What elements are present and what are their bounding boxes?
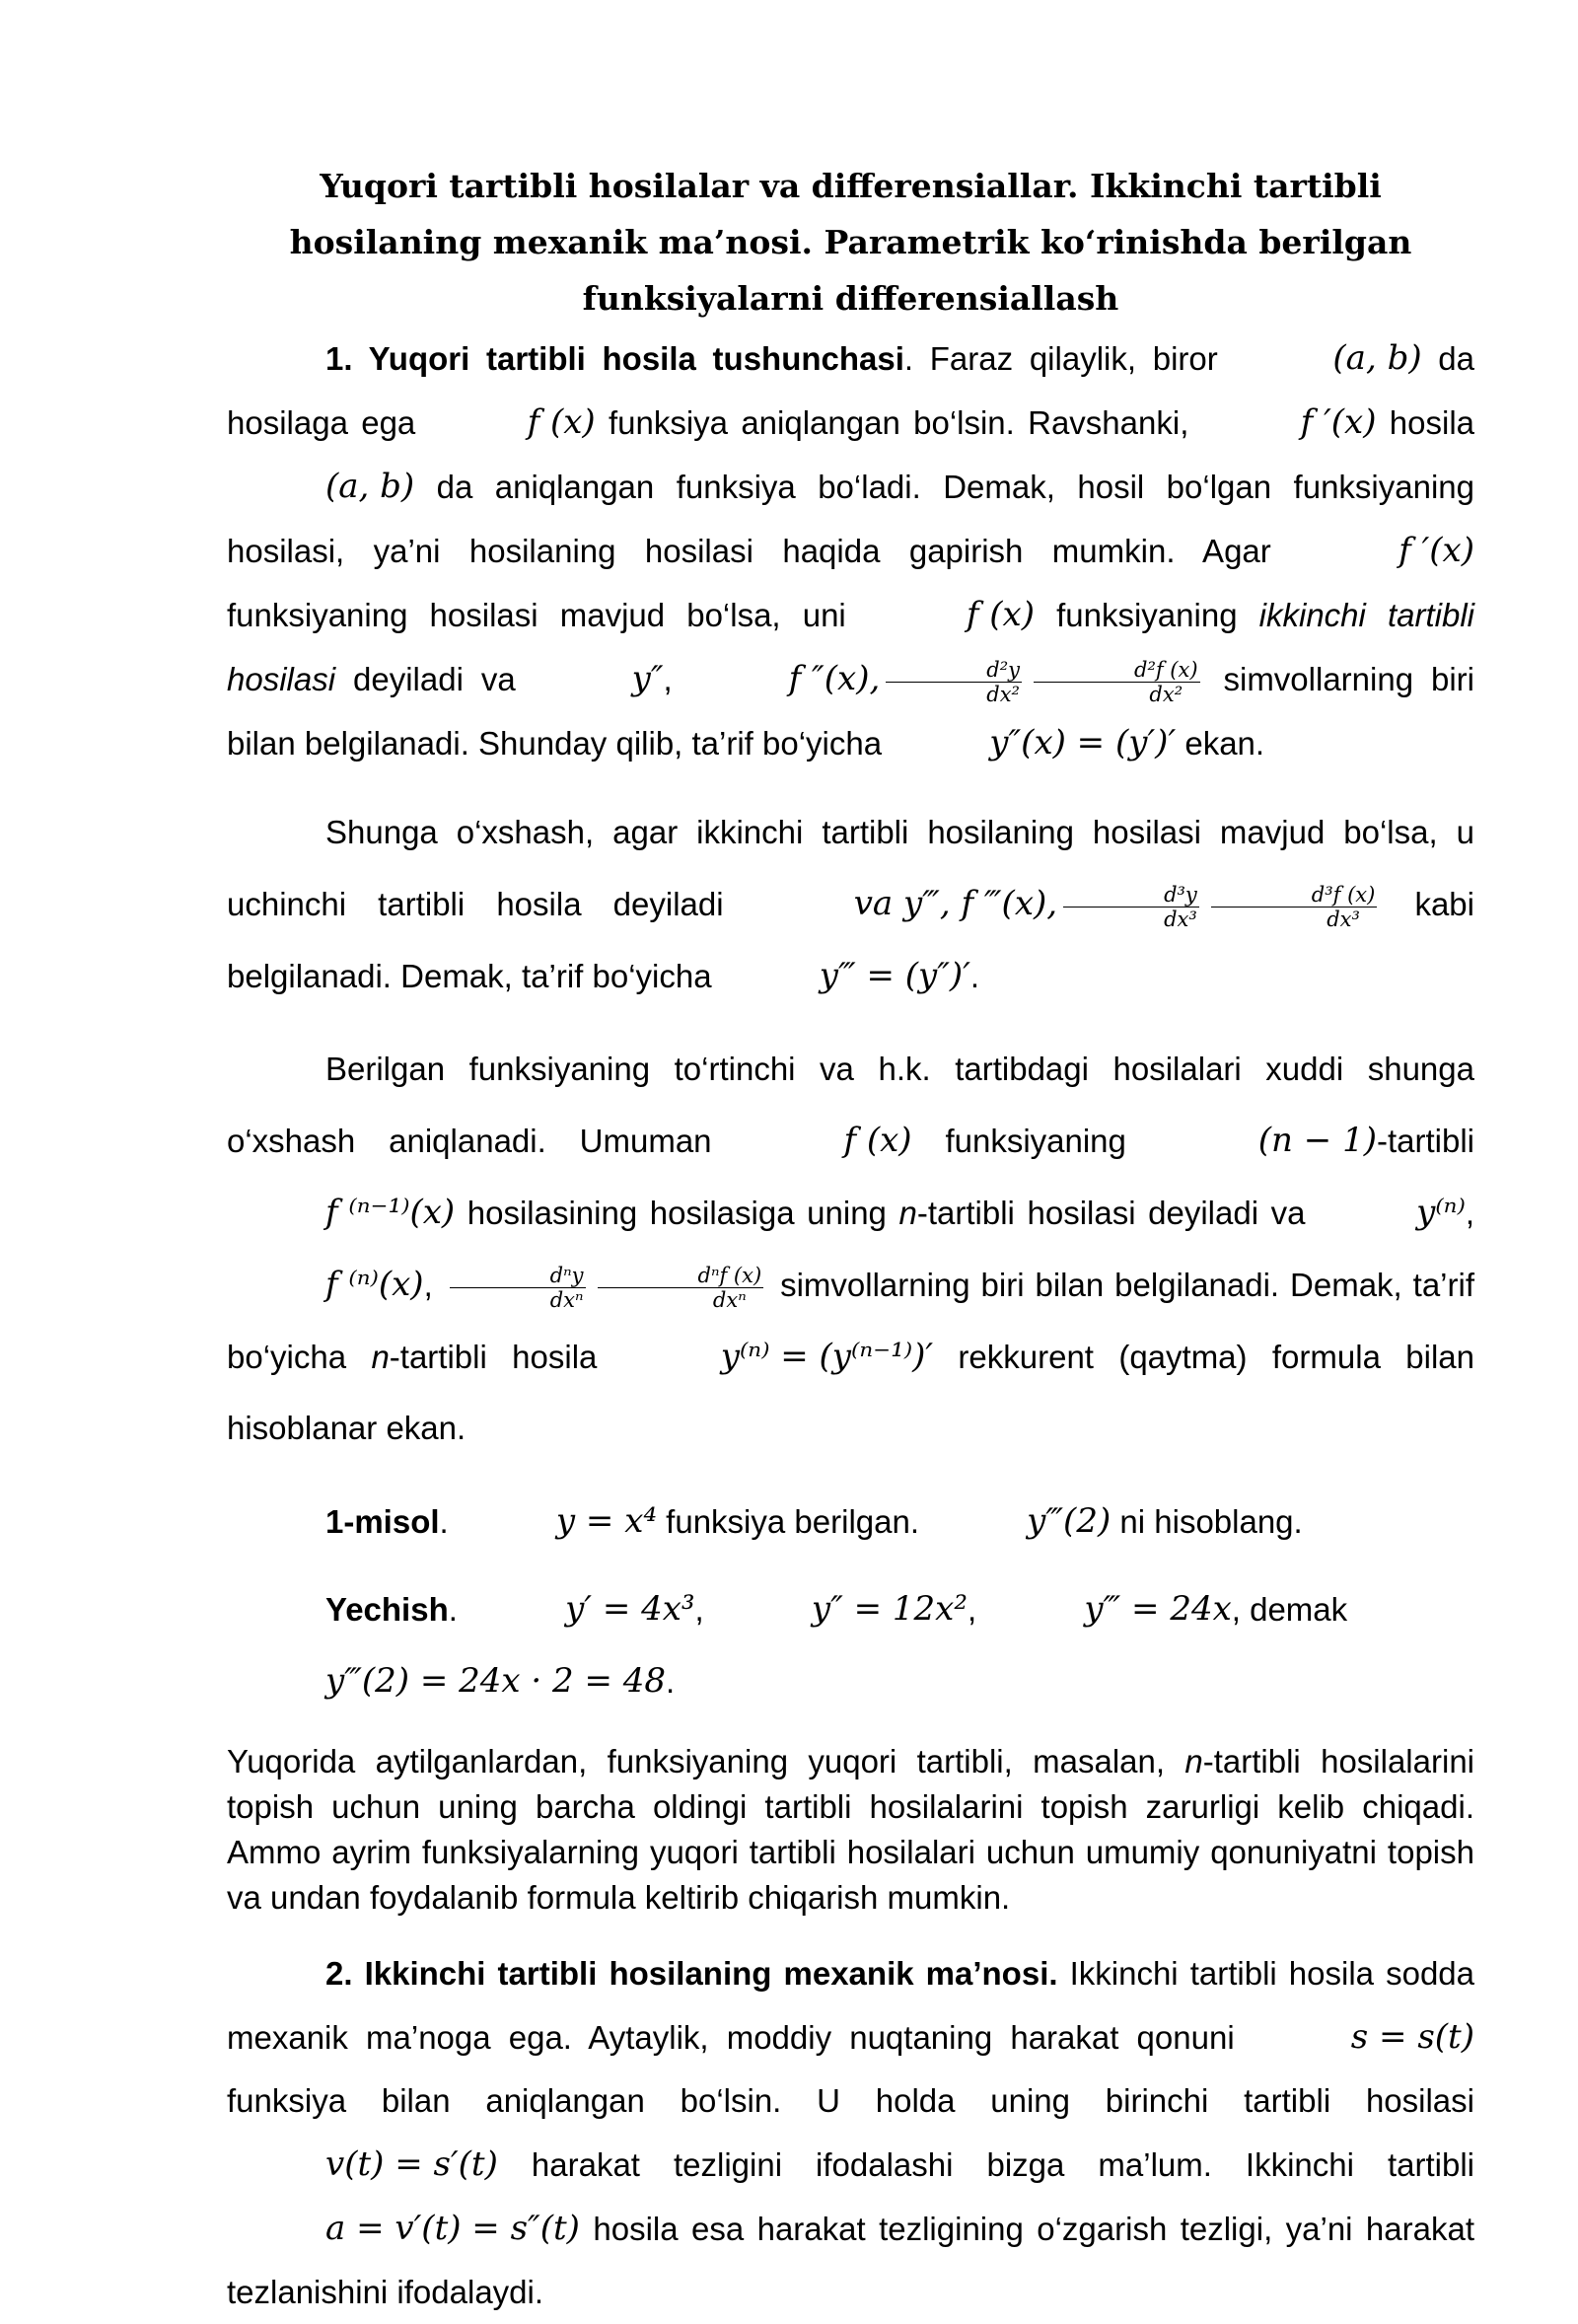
- text: -tartibli: [1376, 1123, 1474, 1159]
- general-remark-paragraph: [227, 1739, 1474, 1921]
- denominator: dxⁿ: [549, 1287, 584, 1312]
- math-n-minus-1: (n − 1): [1257, 1121, 1377, 1160]
- italic-n: n: [1184, 1743, 1203, 1779]
- text: ekan.: [1176, 725, 1265, 762]
- document-page: [227, 158, 1474, 2324]
- section-1-heading: 1. Yuqori tartibli hosila tushunchasi: [325, 340, 904, 377]
- term-second-derivative: ikkinchi tartibli hosilasi: [227, 597, 1474, 697]
- fraction-dnf-dxn: [598, 1264, 764, 1312]
- italic-n: n: [898, 1195, 917, 1231]
- text: . Faraz qilaylik, biror: [903, 340, 1235, 377]
- text: da aniqlangan funksiya bo‘ladi. Demak, hosil bo‘lgan funksiyaning hosilasi, ya’ni hosilaning hosilasi haqida gapirish mumkin. Agar: [227, 469, 1474, 569]
- text: .: [666, 1663, 676, 1700]
- text: rekkurent (qaytma) formula bilan hisoblanar ekan.: [227, 1339, 1474, 1446]
- text: funksiyaning hosilasi mavjud bo‘lsa, uni: [227, 597, 868, 633]
- denominator: dxⁿ: [712, 1287, 747, 1312]
- fraction-d3y-dx3: [1063, 883, 1199, 931]
- math-result: y‴(2) = 24x · 2 = 48: [325, 1661, 667, 1701]
- math-third-derivative-definition: y‴ = (y″)′: [819, 956, 970, 995]
- math-second-derivative-definition: y″(x) = (y′)′: [989, 723, 1177, 763]
- document-title: Yuqori tartibli hosilalar va differensiallar. Ikkinchi tartibli hosilaning mexanik ma’nosi. Parametrik ko‘rinishda berilgan funksiyalarni differensiallash: [289, 167, 1412, 318]
- text: Yuqorida aytilganlardan, funksiyaning yuqori tartibli, masalan,: [227, 1743, 1185, 1779]
- text: hosilasining hosilasiga uning: [455, 1195, 899, 1231]
- text: funksiyaning: [911, 1123, 1160, 1159]
- text: deyiladi va: [335, 661, 534, 697]
- text: da hosilaga ega: [227, 340, 1475, 441]
- section-1-paragraph: [227, 327, 1474, 775]
- text: hosila esa harakat tezligining o‘zgarish tezligi, ya’ni harakat tezlanishini ifodalaydi.: [227, 2211, 1474, 2310]
- example-1: [227, 1486, 1474, 1558]
- solution-label: Yechish: [325, 1591, 449, 1628]
- text: ,: [1465, 1195, 1474, 1231]
- math-f-prime-x: f ′(x): [1399, 531, 1474, 570]
- section-2-paragraph: [227, 1942, 1474, 2324]
- text: hosila: [1376, 404, 1475, 441]
- numerator: d²f (x): [1034, 658, 1200, 683]
- example-label: 1-misol: [325, 1503, 440, 1540]
- math-f-n-x: f ⁽ⁿ⁾(x): [325, 1265, 424, 1304]
- text: harakat tezligini ifodalashi bizga ma’lum. Ikkinchi tartibli: [497, 2146, 1474, 2183]
- math-f-x: f (x): [966, 595, 1035, 634]
- numerator: dⁿy: [450, 1264, 586, 1288]
- math-first-derivative: y′ = 4x³: [565, 1589, 695, 1629]
- text: ni hisoblang.: [1111, 1503, 1303, 1540]
- text: funksiya berilgan.: [657, 1503, 929, 1540]
- section-1-nth-derivative-paragraph: [227, 1034, 1474, 1464]
- text: -tartibli hosilalarini topish uchun uning barcha oldingi tartibli hosilalarini topish zarurligi kelib chiqadi. Ammo ayrim funksiyalarning yuqori tartibli hosilalari uchun umumiy qonuniyatni topish va undan foydalanib formula keltirib chiqarish mumkin.: [227, 1743, 1474, 1916]
- math-recurrence-formula: y⁽ⁿ⁾ = (y⁽ⁿ⁻¹⁾)′: [720, 1337, 934, 1376]
- math-f-prime-x: f ′(x): [1300, 402, 1377, 442]
- text: simvollarning biri bilan belgilanadi. Shunday qilib, ta’rif bo‘yicha: [227, 661, 1474, 762]
- text: , demak: [1231, 1591, 1348, 1628]
- numerator: dⁿf (x): [598, 1264, 764, 1288]
- math-second-derivative: y″ = 12x²: [811, 1589, 968, 1629]
- math-acceleration: a = v′(t) = s″(t): [325, 2209, 580, 2248]
- text: .: [448, 1591, 467, 1628]
- text: kabi belgilanadi. Demak, ta’rif bo‘yicha: [227, 886, 1474, 994]
- text: funksiyaning: [1034, 597, 1259, 633]
- denominator: dx²: [986, 682, 1020, 706]
- numerator: d²y: [886, 658, 1022, 683]
- text: simvollarning biri bilan belgilanadi. Demak, ta’rif bo‘yicha: [227, 1267, 1474, 1375]
- math-velocity: v(t) = s′(t): [325, 2144, 498, 2184]
- denominator: dx³: [1164, 907, 1197, 931]
- numerator: d³y: [1063, 883, 1199, 908]
- math-third-derivative: y‴ = 24x: [1084, 1589, 1232, 1629]
- solution: [227, 1573, 1474, 1717]
- text: ,: [694, 1591, 713, 1628]
- text: .: [439, 1503, 458, 1540]
- math-example-function: y = x⁴: [555, 1501, 658, 1541]
- math-f-x: f (x): [843, 1121, 912, 1160]
- text: .: [969, 958, 980, 994]
- text: funksiya aniqlangan bo‘lsin. Ravshanki,: [595, 404, 1202, 441]
- math-motion-law: s = s(t): [1350, 2017, 1474, 2057]
- text: Berilgan funksiyaning to‘rtinchi va h.k. tartibdagi hosilalari xuddi shunga o‘xshash aniqlanadi. Umuman: [227, 1051, 1474, 1159]
- denominator: dx²: [1149, 682, 1184, 706]
- math-interval: (a, b): [325, 467, 415, 506]
- text: ,: [967, 1591, 986, 1628]
- math-example-query: y‴(2): [1027, 1501, 1112, 1541]
- math-y-n: y⁽ⁿ⁾: [1416, 1193, 1466, 1232]
- denominator: dx³: [1327, 907, 1360, 931]
- math-y-double-prime: y″: [631, 659, 664, 698]
- math-interval: (a, b): [1332, 338, 1422, 378]
- text: Ikkinchi tartibli hosila sodda mexanik ma’noga ega. Aytaylik, moddiy nuqtaning harakat qonuni: [227, 1955, 1475, 2056]
- text: -tartibli hosilasi deyiladi va: [916, 1195, 1319, 1231]
- text: ,: [663, 661, 690, 697]
- fraction-d3f-dx3: [1211, 883, 1378, 931]
- text: Shunga o‘xshash, agar ikkinchi tartibli hosilaning hosilasi mavjud bo‘lsa, u uchinchi tartibli hosila deyiladi: [227, 814, 1474, 922]
- math-f-x: f (x): [527, 402, 596, 442]
- math-f-double-prime-x: f ″(x),: [788, 659, 881, 698]
- numerator: d³f (x): [1211, 883, 1378, 908]
- section-2-heading: 2. Ikkinchi tartibli hosilaning mexanik ma’nosi.: [325, 1955, 1058, 1992]
- text: -tartibli hosila: [389, 1339, 622, 1375]
- text: ,: [423, 1267, 444, 1303]
- text: funksiya bilan aniqlangan bo‘lsin. U holda uning birinchi tartibli hosilasi: [227, 2082, 1474, 2119]
- fraction-d2f-dx2: [1034, 658, 1200, 706]
- section-1-third-derivative-paragraph: [227, 797, 1474, 1012]
- math-third-derivative-notation: va y‴, f ‴(x),: [853, 884, 1058, 923]
- fraction-d2y-dx2: [886, 658, 1022, 706]
- italic-n: n: [371, 1339, 390, 1375]
- math-f-n-minus-1-x: f ⁽ⁿ⁻¹⁾(x): [325, 1193, 456, 1232]
- fraction-dny-dxn: [450, 1264, 586, 1312]
